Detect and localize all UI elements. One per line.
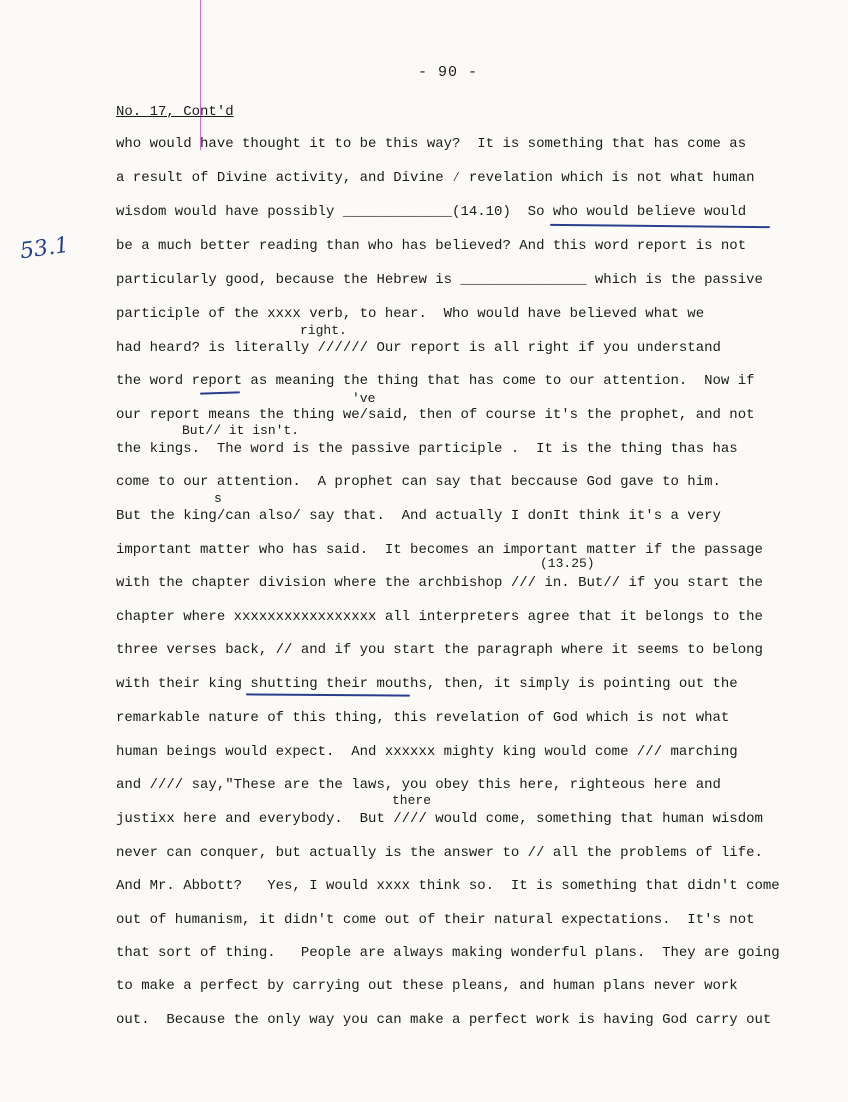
text-line: the kings. The word is the passive participle . It is the thing thas has	[116, 441, 738, 457]
text-line: with the chapter division where the archbishop /// in. But// if you start the	[116, 575, 763, 591]
text-line: three verses back, // and if you start the paragraph where it seems to belong	[116, 642, 763, 658]
text-line: important matter who has said. It becomes an important matter if the passage	[116, 542, 763, 558]
insertion-there: there	[392, 793, 432, 808]
text-line: with their king shutting their mouths, then, it simply is pointing out the	[116, 676, 738, 692]
text-line: out. Because the only way you can make a perfect work is having God carry out	[116, 1012, 772, 1028]
text-line: wisdom would have possibly _____________(14.10) So who would believe would	[116, 204, 747, 220]
text-line: who would have thought it to be this way? It is something that has come as	[116, 136, 747, 152]
insertion-ve: 've	[352, 391, 376, 406]
insertion-s: s	[214, 491, 222, 506]
text-line: that sort of thing. People are always making wonderful plans. They are going	[116, 945, 780, 961]
text-line: never can conquer, but actually is the answer to // all the problems of life.	[116, 845, 763, 861]
text-line: justixx here and everybody. But //// would come, something that human wisdom	[116, 811, 763, 827]
text-line: to make a perfect by carrying out these pleans, and human plans never work	[116, 978, 738, 994]
text-line: particularly good, because the Hebrew is _______________ which is the passive	[116, 272, 763, 288]
text-line: And Mr. Abbott? Yes, I would xxxx think so. It is something that didn't come	[116, 878, 780, 894]
text-line: and //// say,"These are the laws, you obey this here, righteous here and	[116, 777, 721, 793]
text-line: had heard? is literally ////// Our report is all right if you understand	[116, 340, 721, 356]
text-line: our report means the thing we/said, then of course it's the prophet, and not	[116, 407, 755, 423]
text-line: out of humanism, it didn't come out of their natural expectations. It's not	[116, 912, 755, 928]
margin-rule	[200, 0, 201, 150]
text-line: human beings would expect. And xxxxxx mighty king would come /// marching	[116, 744, 738, 760]
text-line: come to our attention. A prophet can say that beccause God gave to him.	[116, 474, 721, 490]
text-line: But the king/can also/ say that. And actually I donIt think it's a very	[116, 508, 721, 524]
text-line: remarkable nature of this thing, this revelation of God which is not what	[116, 710, 730, 726]
page-number: - 90 -	[418, 64, 479, 81]
text-line: a result of Divine activity, and Divine ⁄ revelation which is not what human	[116, 170, 755, 186]
insertion-but-it-isnt: But// it isn't.	[182, 423, 300, 438]
text-line: participle of the xxxx verb, to hear. Who would have believed what we	[116, 306, 705, 322]
pen-underline	[550, 224, 770, 228]
insertion-right: right.	[300, 323, 347, 338]
handwritten-margin-note: 53.1	[18, 232, 71, 265]
text-line: the word report as meaning the thing that has come to our attention. Now if	[116, 373, 755, 389]
text-line: be a much better reading than who has believed? And this word report is not	[116, 238, 747, 254]
insertion-timestamp: (13.25)	[540, 556, 595, 571]
pen-underline	[200, 391, 240, 394]
pen-underline	[246, 693, 410, 696]
text-line: chapter where xxxxxxxxxxxxxxxxx all interpreters agree that it belongs to the	[116, 609, 763, 625]
section-heading: No. 17, Cont'd	[116, 104, 234, 120]
